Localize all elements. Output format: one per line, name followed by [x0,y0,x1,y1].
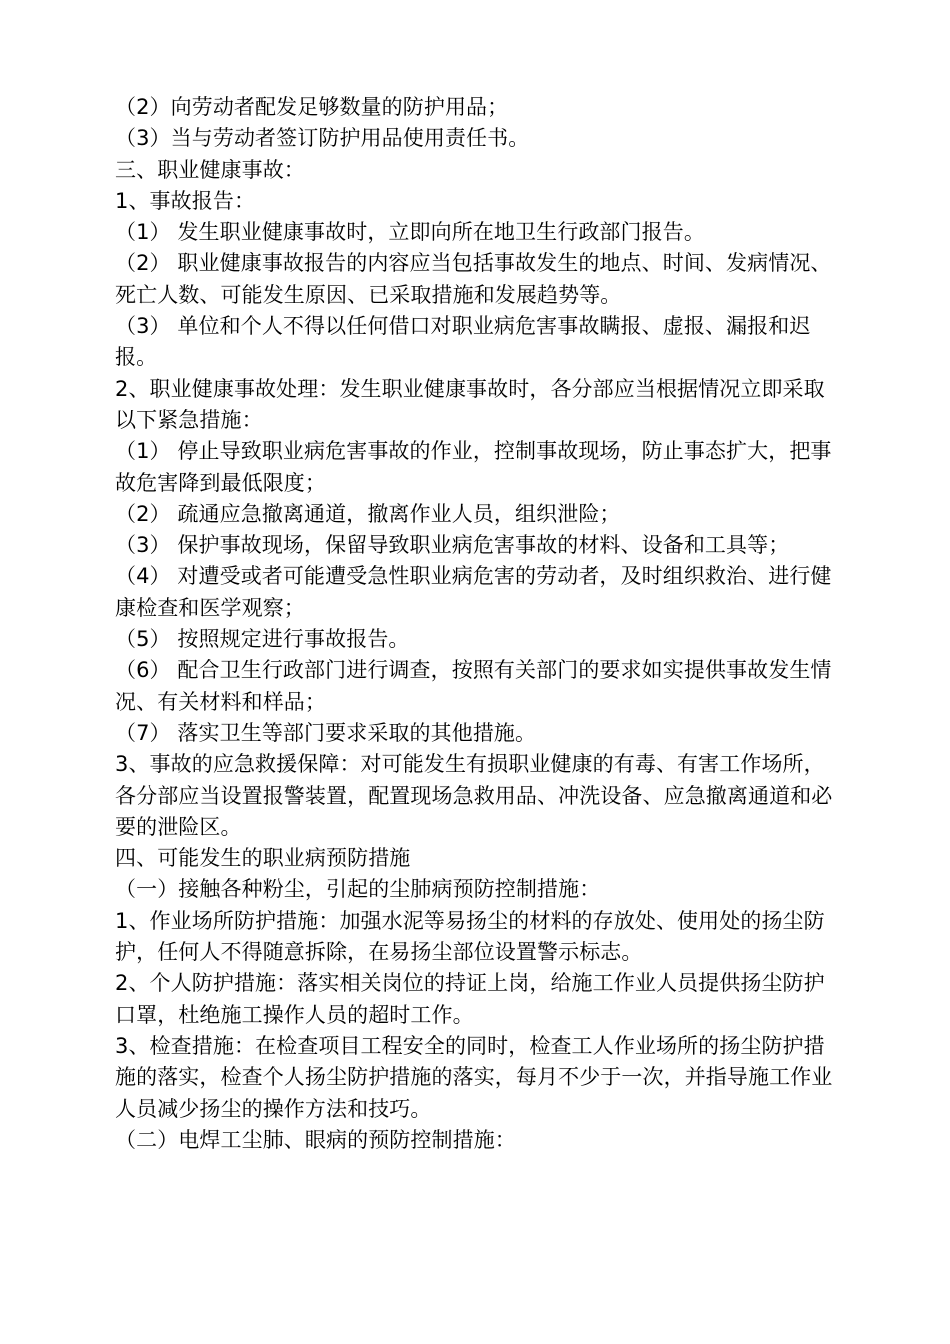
paragraph-handling-item-6: （6） 配合卫生行政部门进行调查，按照有关部门的要求如实提供事故发生情况、有关材料和样品； [115,658,832,714]
paragraph-handling-item-3: （3） 保护事故现场，保留导致职业病危害事故的材料、设备和工具等； [115,533,790,558]
paragraph-inspection-measures: 3、检查措施：在检查项目工程安全的同时，检查工人作业场所的扬尘防护措施的落实，检查个人扬尘防护措施的落实，每月不少于一次，并指导施工作业人员减少扬尘的操作方法和技巧。 [115,1033,833,1121]
subheading-welder-pneumoconiosis: （二）电焊工尘肺、眼病的预防控制措施： [115,1127,516,1152]
section-heading-prevention-measures: 四、可能发生的职业病预防措施 [115,846,411,871]
paragraph-report-item-1: （1） 发生职业健康事故时，立即向所在地卫生行政部门报告。 [115,220,705,245]
paragraph-handling-item-5: （5） 按照规定进行事故报告。 [115,627,410,652]
paragraph-handling-item-7: （7） 落实卫生等部门要求采取的其他措施。 [115,720,537,745]
paragraph-handling-item-4: （4） 对遭受或者可能遭受急性职业病危害的劳动者，及时组织救治、进行健康检查和医学观察； [115,564,832,620]
document-body [115,92,835,1156]
paragraph-protective-equipment-responsibility: （3）当与劳动者签订防护用品使用责任书。 [115,126,530,151]
section-heading-occupational-health-accident: 三、职业健康事故： [115,157,305,182]
paragraph-personal-protection: 2、个人防护措施：落实相关岗位的持证上岗，给施工作业人员提供扬尘防护口罩，杜绝施工操作人员的超时工作。 [115,971,825,1027]
paragraph-workplace-protection: 1、作业场所防护措施：加强水泥等易扬尘的材料的存放处、使用处的扬尘防护，任何人不得随意拆除，在易扬尘部位设置警示标志。 [115,908,825,965]
paragraph-report-item-3: （3） 单位和个人不得以任何借口对职业病危害事故瞒报、虚报、漏报和迟报。 [115,314,811,370]
paragraph-protective-equipment-distribution: （2）向劳动者配发足够数量的防护用品； [115,95,509,119]
subheading-accident-handling: 2、职业健康事故处理：发生职业健康事故时，各分部应当根据情况立即采取以下紧急措施： [115,376,825,432]
paragraph-report-item-2: （2） 职业健康事故报告的内容应当包括事故发生的地点、时间、发病情况、死亡人数、可能发生原因、已采取措施和发展趋势等。 [115,251,832,307]
subheading-accident-report: 1、事故报告： [115,188,256,213]
paragraph-emergency-rescue-guarantee: 3、事故的应急救援保障：对可能发生有损职业健康的有毒、有害工作场所，各分部应当设置报警装置，配置现场急救用品、冲洗设备、应急撤离通道和必要的泄险区。 [115,752,833,839]
paragraph-handling-item-1: （1） 停止导致职业病危害事故的作业，控制事故现场，防止事态扩大，把事故危害降到最低限度； [115,439,832,495]
subheading-dust-pneumoconiosis: （一）接触各种粉尘，引起的尘肺病预防控制措施： [115,877,601,902]
paragraph-handling-item-2: （2） 疏通应急撤离通道，撤离作业人员，组织泄险； [115,501,621,526]
